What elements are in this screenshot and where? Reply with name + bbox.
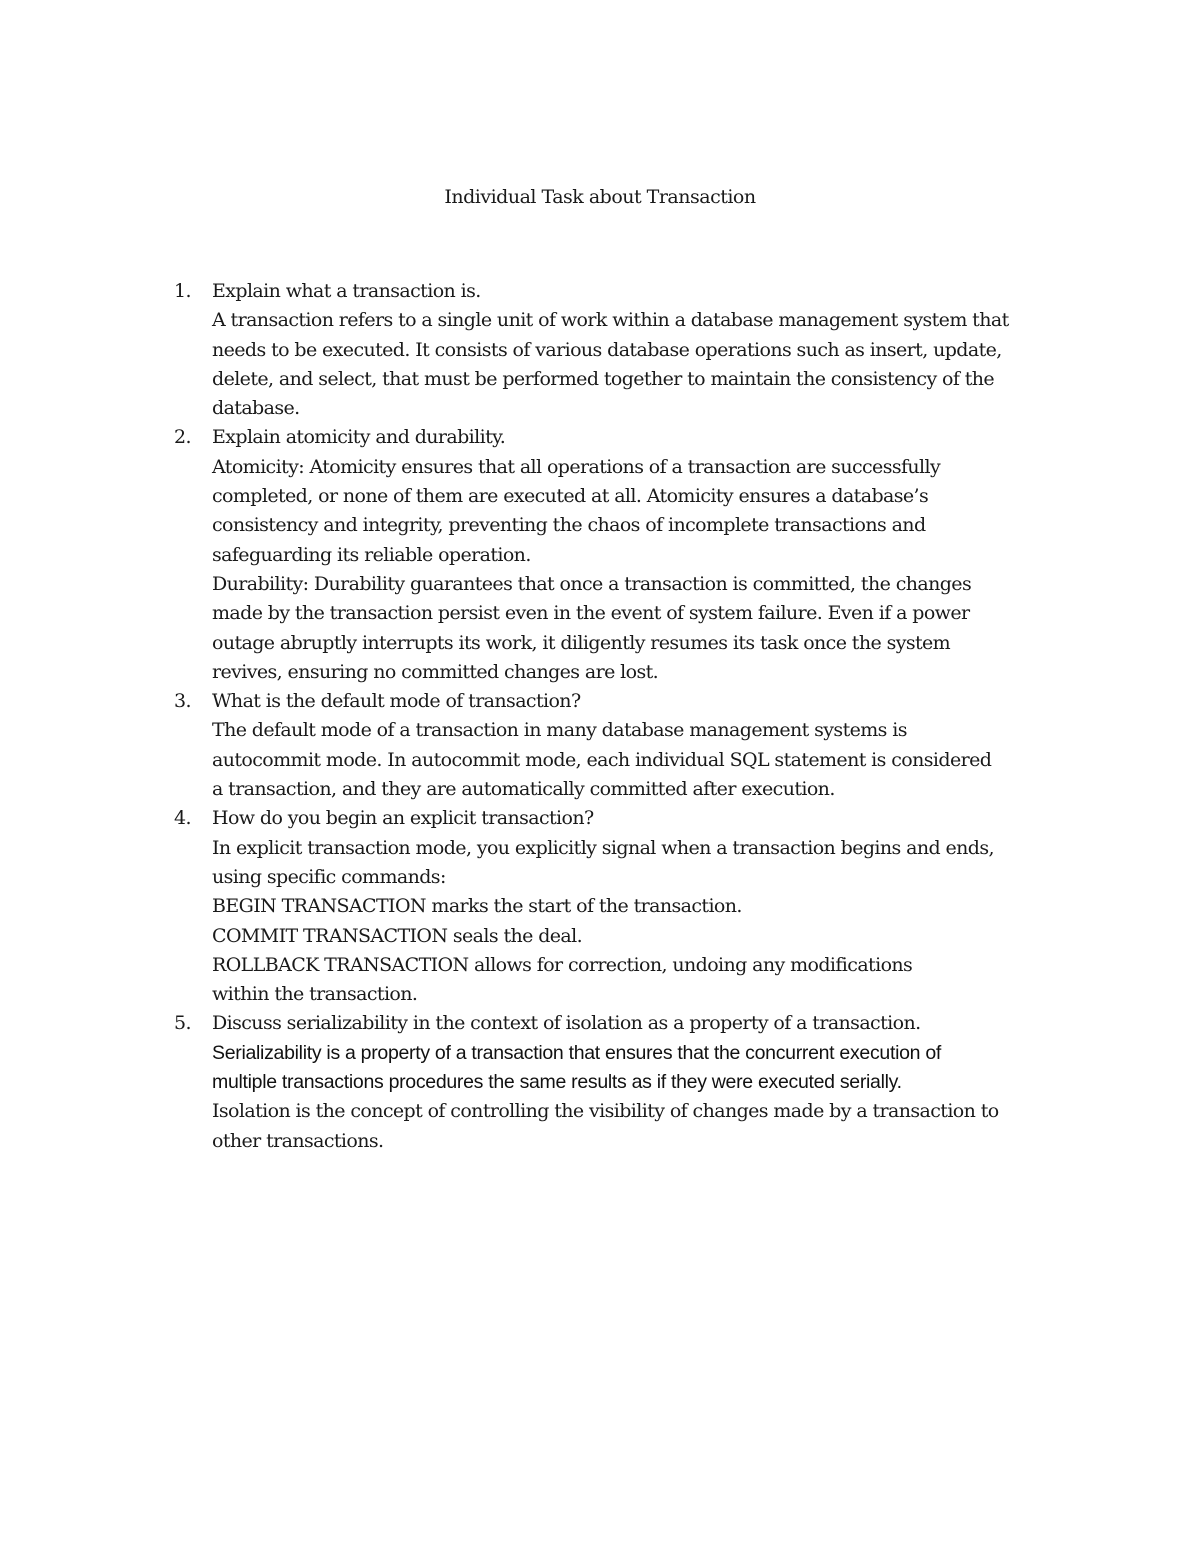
answer-line: In explicit transaction mode, you explicitly signal when a transaction begins and ends, — [212, 836, 994, 859]
answer-line: The default mode of a transaction in many database management systems is — [212, 719, 907, 742]
question-item-3 — [0, 687, 1072, 804]
question-item-5 — [0, 1009, 1072, 1155]
question-text: Explain atomicity and durability. — [212, 426, 506, 449]
answer-line: delete, and select, that must be performed together to maintain the consistency of the — [212, 367, 995, 390]
answer-line: consistency and integrity, preventing the chaos of incomplete transactions and — [212, 514, 926, 537]
question-number: 3. — [174, 690, 191, 713]
answer-line: Atomicity: Atomicity ensures that all operations of a transaction are successfully — [212, 455, 941, 478]
answer-line: other transactions. — [212, 1129, 384, 1152]
answer-line: Durability: Durability guarantees that once a transaction is committed, the changes — [212, 572, 972, 595]
question-number: 1. — [174, 280, 191, 302]
answer-line: made by the transaction persist even in the event of system failure. Even if a power — [212, 602, 970, 625]
answer-line: BEGIN TRANSACTION marks the start of the transaction. — [212, 895, 742, 918]
question-number: 5. — [174, 1012, 191, 1035]
document-title: Individual Task about Transaction — [444, 186, 756, 208]
question-item-2 — [0, 423, 1072, 687]
question-list — [0, 277, 1200, 1156]
answer-line: revives, ensuring no committed changes are lost. — [212, 660, 659, 683]
answer-line: multiple transactions procedures the same results as if they were executed serially. — [212, 1071, 902, 1094]
answer-line: Isolation is the concept of controlling the visibility of changes made by a transaction to — [212, 1100, 999, 1123]
answer-line: using specific commands: — [212, 865, 446, 888]
answer-line: A transaction refers to a single unit of work within a database management system that — [212, 309, 1009, 332]
question-text: Discuss serializability in the context of isolation as a property of a transaction. — [212, 1012, 921, 1035]
answer-line: autocommit mode. In autocommit mode, each individual SQL statement is considered — [212, 748, 992, 771]
answer-line: safeguarding its reliable operation. — [212, 543, 531, 566]
answer-line: needs to be executed. It consists of various database operations such as insert, update, — [212, 338, 1002, 361]
question-text: What is the default mode of transaction? — [212, 690, 581, 713]
answer-line: COMMIT TRANSACTION seals the deal. — [212, 924, 583, 947]
answer-line: a transaction, and they are automatically committed after execution. — [212, 778, 835, 801]
question-item-4 — [0, 804, 1072, 1009]
answer-line: outage abruptly interrupts its work, it diligently resumes its task once the system — [212, 631, 951, 654]
question-text: How do you begin an explicit transaction? — [212, 807, 594, 830]
answer-line: database. — [212, 397, 300, 420]
answer-line: Serializability is a property of a transaction that ensures that the concurrent execution of — [212, 1041, 941, 1064]
question-text: Explain what a transaction is. — [212, 280, 481, 302]
question-number: 4. — [174, 807, 191, 830]
answer-line: ROLLBACK TRANSACTION allows for correction, undoing any modifications — [212, 953, 913, 976]
question-item-1 — [0, 277, 1072, 423]
answer-line: completed, or none of them are executed at all. Atomicity ensures a database’s — [212, 485, 929, 508]
answer-line: within the transaction. — [212, 983, 418, 1006]
question-number: 2. — [174, 426, 191, 449]
